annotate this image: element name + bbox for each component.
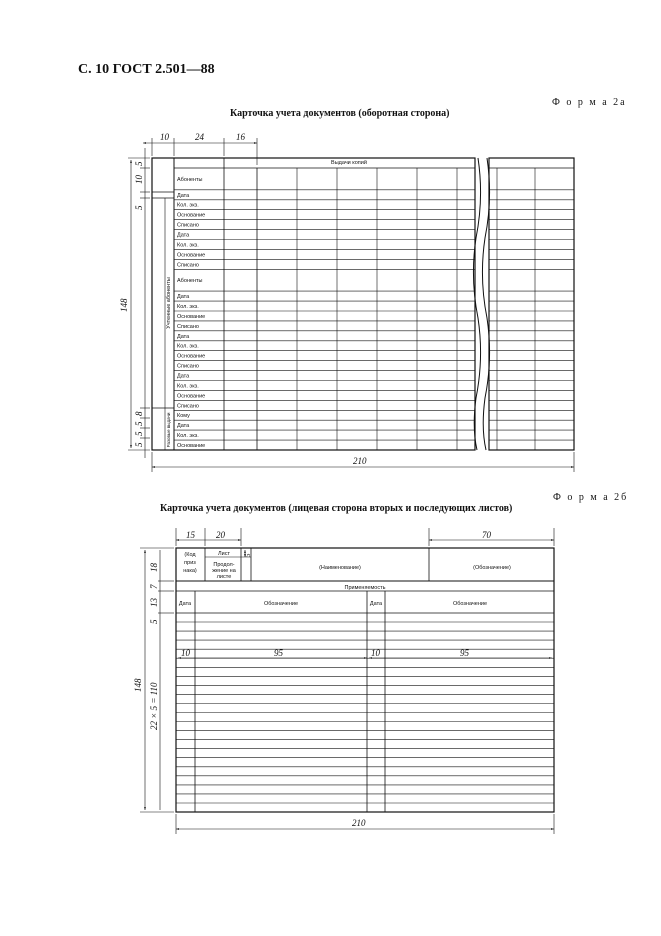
dim-a-h1: 5 (134, 161, 144, 166)
dim-a-w1: 10 (160, 132, 169, 142)
dim-b-w-total: 210 (352, 818, 366, 828)
dim-b-w-right: 70 (482, 530, 491, 540)
form-a-row-label: Списано (177, 403, 199, 410)
form-b-code-label-2: приз (184, 560, 196, 566)
form-a-group-main: Учтенные абоненты (166, 277, 172, 329)
form-a-row-label: Основание (177, 393, 206, 400)
form-b-col-date-2: Дата (369, 601, 383, 607)
form-a-row-label: Основание (177, 443, 206, 449)
dim-b-w2: 20 (216, 530, 225, 540)
form-b-applicability: Применяемость (344, 585, 386, 591)
dim-b-h-total: 148 (133, 678, 143, 692)
dim-a-h-r2: 5 (134, 421, 144, 426)
dim-a-h-r4: 5 (134, 442, 144, 447)
form-a-row-label: Кол. экз. (177, 242, 199, 249)
page-header: С. 10 ГОСТ 2.501—88 (78, 62, 215, 77)
form-a-row-label: Кол. экз. (177, 304, 199, 310)
form-a-label: Ф о р м а 2а (552, 97, 627, 108)
form-b-name-label: (Наименование) (319, 565, 361, 571)
dim-b-w1: 15 (186, 530, 195, 540)
dim-b-c2: 95 (274, 648, 283, 658)
dim-b-c3: 10 (371, 648, 380, 658)
form-a-row-label: Дата (177, 192, 190, 199)
form-b-code-label-3: нака) (183, 568, 197, 574)
dim-b-h-sheet: 5 (244, 553, 252, 557)
form-b-col-date-1: Дата (178, 601, 192, 607)
form-a-row-label: Дата (177, 232, 190, 239)
dim-b-h3: 13 (149, 598, 159, 607)
form-a-col-header: Выдачи копий (331, 160, 367, 166)
dim-b-h2: 7 (149, 584, 159, 589)
form-a-row-label: Списано (177, 323, 199, 330)
dim-a-h-r1: 8 (134, 411, 144, 416)
dim-b-c4: 95 (460, 648, 469, 658)
form-a-row-label: Кол. экз. (177, 433, 199, 440)
form-a-row-label: Абоненты (177, 176, 203, 183)
form-b-continuation-1: Продол- (213, 562, 235, 568)
dim-a-w-total: 210 (353, 456, 367, 466)
form-b-col-designation-1: Обозначение (263, 601, 299, 607)
dim-b-c1: 10 (181, 648, 190, 658)
form-a-row-label: Кол. экз. (177, 383, 199, 390)
dim-a-w2: 24 (195, 132, 204, 142)
form-a-row-label: Дата (177, 333, 190, 340)
form-b-sheet-label: Лист (218, 551, 230, 557)
form-a-row-label: Кол. экз. (177, 202, 199, 209)
dim-b-h-rows: 22 × 5 = 110 (149, 682, 159, 730)
form-a-row-label: Списано (177, 262, 199, 269)
form-a-row-label: Основание (177, 353, 206, 360)
form-b-continuation-2: жение на (212, 568, 236, 574)
form-a-title: Карточка учета документов (оборотная сторона) (230, 108, 450, 119)
form-a-row-label: Дата (177, 373, 190, 380)
dim-a-h-r3: 5 (134, 431, 144, 436)
dim-b-h4: 5 (149, 619, 159, 624)
dim-b-h1: 18 (149, 563, 159, 572)
dim-a-h2: 10 (134, 175, 144, 184)
form-a-row-label: Списано (177, 222, 199, 229)
form-a-row-label: Кол. экз. (177, 343, 199, 350)
form-a-row-label: Абоненты (177, 278, 203, 285)
form-b-title: Карточка учета документов (лицевая сторона вторых и последующих листов) (160, 503, 513, 514)
form-b-designation-label: (Обозначение) (473, 565, 511, 571)
form-b-label: Ф о р м а 2б (553, 492, 629, 503)
form-b-continuation-3: листе (216, 574, 232, 580)
dim-a-w3: 16 (236, 132, 245, 142)
form-a-row-label: Основание (177, 252, 206, 259)
form-a-row-label: Основание (177, 314, 206, 320)
form-b-col-designation-2: Обозначение (452, 601, 488, 607)
form-a-group-reserve: Разовые выдачи (166, 412, 171, 448)
dim-a-h-total: 148 (119, 298, 129, 312)
form-b-code-label-1: (Код (184, 552, 196, 558)
form-a-row-label: Кому (177, 413, 190, 420)
form-a-row-label: Дата (177, 423, 190, 430)
dim-a-h3: 5 (134, 205, 144, 210)
form-a-row-label: Основание (177, 212, 206, 219)
form-a-table (152, 158, 574, 450)
form-a-row-label: Дата (177, 294, 190, 301)
form-a-row-label: Списано (177, 363, 199, 370)
